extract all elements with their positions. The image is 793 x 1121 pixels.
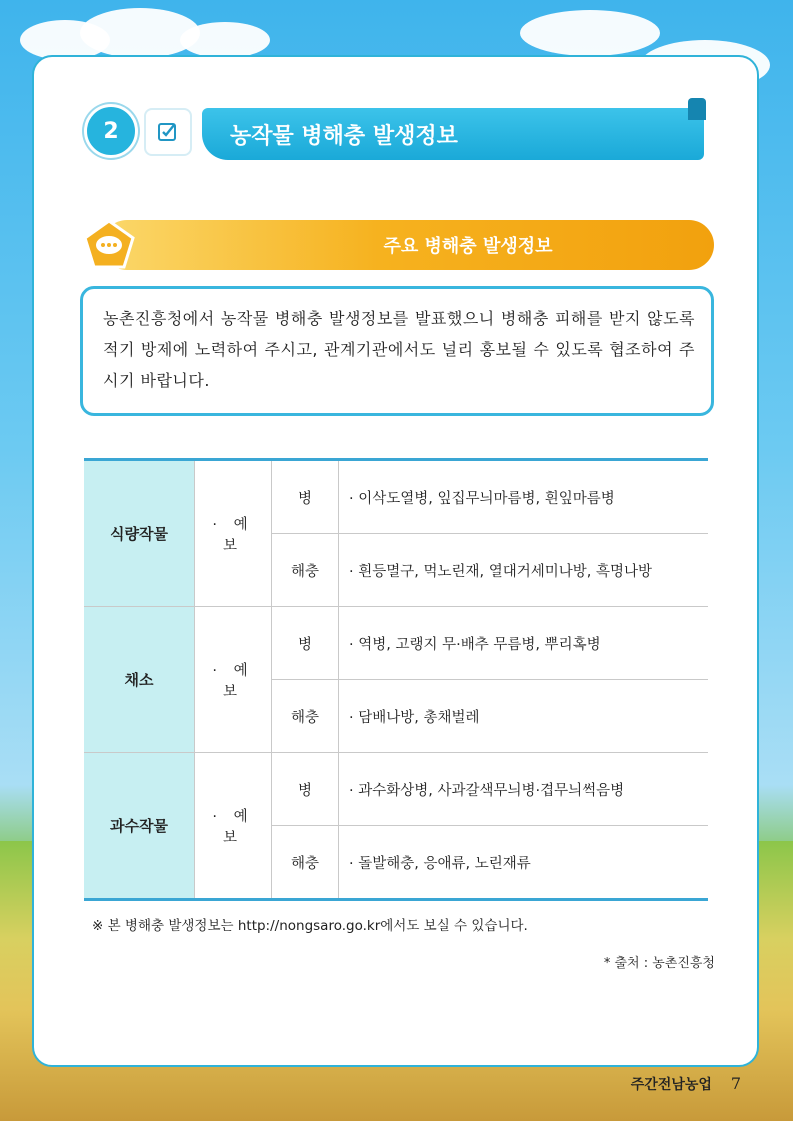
- pest-info-table: [84, 458, 708, 901]
- checkbox-icon: [144, 108, 192, 156]
- items-cell: · 이삭도열병, 잎집무늬마름병, 흰잎마름병: [339, 460, 709, 534]
- items-cell: · 흰등멸구, 먹노린재, 열대거세미나방, 흑명나방: [339, 534, 709, 607]
- publication-name: 주간전남농업: [630, 1077, 712, 1093]
- section-title: [202, 108, 704, 160]
- section-title-text: 농작물 병해충 발생정보: [230, 123, 458, 149]
- subsection-title: 주요 병해충 발생정보: [102, 220, 714, 270]
- items-cell: · 역병, 고랭지 무·배추 무름병, 뿌리혹병: [339, 607, 709, 680]
- crop-cell: 식량작물: [84, 460, 195, 607]
- forecast-cell: · 예 보: [195, 607, 272, 753]
- items-cell: · 과수화상병, 사과갈색무늬병·겹무늬썩음병: [339, 753, 709, 826]
- subsection-heading: [82, 218, 714, 272]
- reference-note: ※ 본 병해충 발생정보는 http://nongsaro.go.kr에서도 보실 수 있습니다.: [92, 918, 528, 934]
- crop-cell: 과수작물: [84, 753, 195, 900]
- type-cell: 해충: [272, 534, 339, 607]
- page-footer: [631, 1074, 741, 1094]
- type-cell: 병: [272, 753, 339, 826]
- table-row: [84, 460, 708, 534]
- items-cell: · 돌발해충, 응애류, 노린재류: [339, 826, 709, 900]
- section-heading: [84, 96, 704, 164]
- table-row: [84, 753, 708, 826]
- source-credit: * 출처 : 농촌진흥청: [603, 956, 715, 971]
- cloud: [520, 10, 660, 56]
- type-cell: 병: [272, 607, 339, 680]
- cloud: [180, 22, 270, 58]
- forecast-cell: · 예 보: [195, 460, 272, 607]
- items-cell: · 담배나방, 총채벌레: [339, 680, 709, 753]
- intro-paragraph: 농촌진흥청에서 농작물 병해충 발생정보를 발표했으니 병해충 피해를 받지 않도록 적기 방제에 노력하여 주시고, 관계기관에서도 널리 홍보될 수 있도록 협조하여 주시기 바랍니다.: [80, 286, 714, 416]
- section-number: 2: [84, 104, 138, 158]
- ribbon-fold: [688, 98, 706, 120]
- forecast-cell: · 예 보: [195, 753, 272, 900]
- type-cell: 병: [272, 460, 339, 534]
- table-row: [84, 607, 708, 680]
- crop-cell: 채소: [84, 607, 195, 753]
- speech-bubble-icon: [82, 218, 136, 272]
- type-cell: 해충: [272, 826, 339, 900]
- page-number: 7: [730, 1074, 741, 1093]
- type-cell: 해충: [272, 680, 339, 753]
